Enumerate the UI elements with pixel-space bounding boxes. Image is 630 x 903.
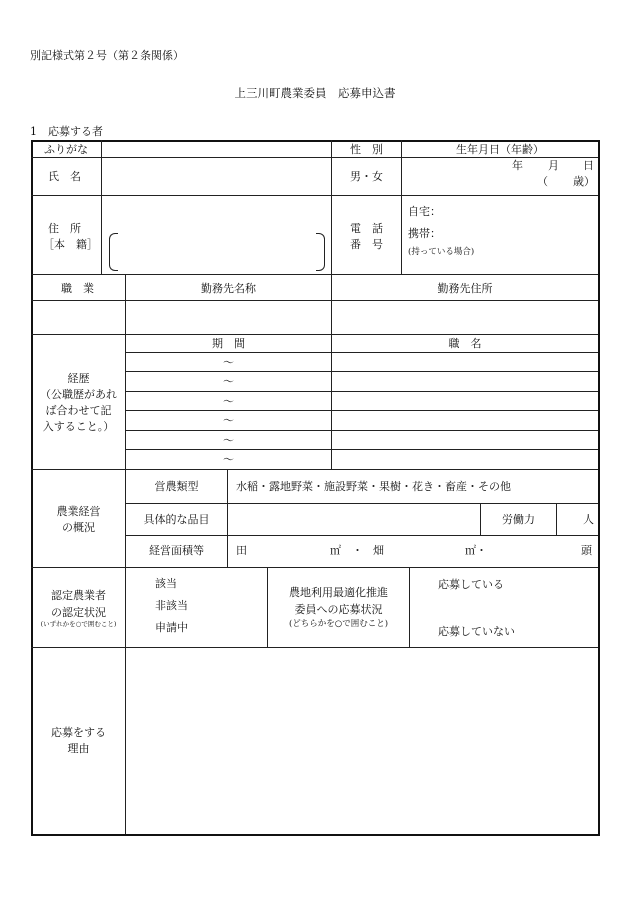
gender-value[interactable]: 男・女 — [350, 170, 383, 183]
reason-field[interactable] — [127, 649, 597, 833]
certified-note: (いずれかを○で囲むこと) — [40, 620, 117, 628]
career-row-tilde[interactable]: ～ — [223, 356, 234, 369]
career-label-line4: 入すること。） — [42, 420, 115, 433]
period-header: 期 間 — [212, 337, 245, 350]
furigana-label: ふりがな — [44, 143, 88, 156]
farm-type-options[interactable]: 水稲・露地野菜・施設野菜・果樹・花き・畜産・その他 — [236, 480, 511, 493]
career-row-tilde[interactable]: ～ — [223, 434, 234, 447]
employer-name-field[interactable] — [126, 301, 330, 333]
career-row-tilde[interactable]: ～ — [223, 414, 234, 427]
certified-label-line2: の認定状況 — [51, 606, 106, 619]
promotion-note: (どちらかを○で囲むこと) — [288, 619, 389, 629]
rice-field-unit: ㎡ — [330, 544, 341, 557]
upland-field-unit: ㎡・ — [465, 544, 487, 557]
birth-month-unit: 月 — [548, 159, 559, 172]
area-separator: ・ — [352, 544, 363, 557]
document-title: 上三川町農業委員 応募申込書 — [234, 86, 396, 100]
address-field[interactable] — [102, 196, 330, 273]
certified-option-not-applicable[interactable]: 非該当 — [155, 599, 188, 612]
promotion-option-applied[interactable]: 応募している — [438, 578, 504, 591]
mobile-phone-note: (持っている場合) — [408, 247, 475, 257]
farm-area-label: 経営面積等 — [149, 544, 204, 557]
mobile-phone-label: 携帯： — [408, 227, 441, 240]
certified-label-line1: 認定農業者 — [51, 589, 106, 602]
form-reference: 別記様式第２号（第２条関係） — [30, 49, 184, 62]
employer-name-header: 勤務先名称 — [201, 282, 256, 295]
livestock-head-unit: 頭 — [581, 544, 592, 557]
section-heading: 1 応募する者 — [30, 125, 103, 138]
upland-field-label: 畑 — [373, 544, 384, 557]
phone-label-line1: 電 話 — [350, 222, 383, 235]
address-label: 住 所 — [48, 222, 81, 235]
name-label: 氏 名 — [48, 170, 81, 183]
employer-address-header: 勤務先住所 — [437, 282, 493, 295]
name-field[interactable] — [102, 158, 330, 194]
farm-label-line2: の概況 — [62, 521, 95, 534]
job-label: 職 業 — [61, 282, 94, 295]
reason-label-line2: 理由 — [67, 742, 90, 755]
career-label-line2: （公職歴があれ — [40, 388, 117, 401]
career-row-tilde[interactable]: ～ — [223, 395, 234, 408]
farm-items-field[interactable] — [228, 504, 479, 534]
career-row-tilde[interactable]: ～ — [223, 453, 234, 466]
reason-label-line1: 応募をする — [51, 726, 106, 739]
labor-unit: 人 — [583, 513, 594, 526]
furigana-field[interactable] — [102, 141, 330, 156]
employer-address-field[interactable] — [332, 301, 597, 333]
promotion-label-line2: 委員への応募状況 — [294, 603, 383, 616]
job-field[interactable] — [32, 301, 124, 333]
age-open-paren: （ — [537, 175, 548, 188]
farm-items-label: 具体的な品目 — [143, 513, 210, 526]
gender-label: 性 別 — [350, 143, 383, 156]
career-row-tilde[interactable]: ～ — [223, 375, 234, 388]
phone-label-line2: 番 号 — [350, 238, 383, 251]
birth-year-unit: 年 — [512, 159, 523, 172]
certified-option-applicable[interactable]: 該当 — [155, 577, 177, 590]
farm-label-line1: 農業経営 — [56, 505, 101, 518]
age-unit: 歳） — [573, 175, 595, 188]
farm-type-label: 営農類型 — [154, 480, 199, 493]
position-header: 職 名 — [448, 337, 482, 350]
promotion-option-not-applied[interactable]: 応募していない — [438, 625, 515, 638]
birth-label: 生年月日（年齢） — [456, 143, 544, 156]
certified-option-applying[interactable]: 申請中 — [155, 621, 188, 634]
career-label-line3: ば合わせて記 — [45, 404, 112, 417]
career-label-line1: 経歴 — [67, 372, 90, 385]
home-phone-label: 自宅： — [408, 205, 441, 218]
labor-label: 労働力 — [502, 513, 535, 526]
rice-field-label: 田 — [236, 544, 247, 557]
promotion-label-line1: 農地利用最適化推進 — [289, 586, 388, 599]
birth-day-unit: 日 — [583, 159, 594, 172]
domicile-label: ［本 籍］ — [43, 238, 98, 251]
